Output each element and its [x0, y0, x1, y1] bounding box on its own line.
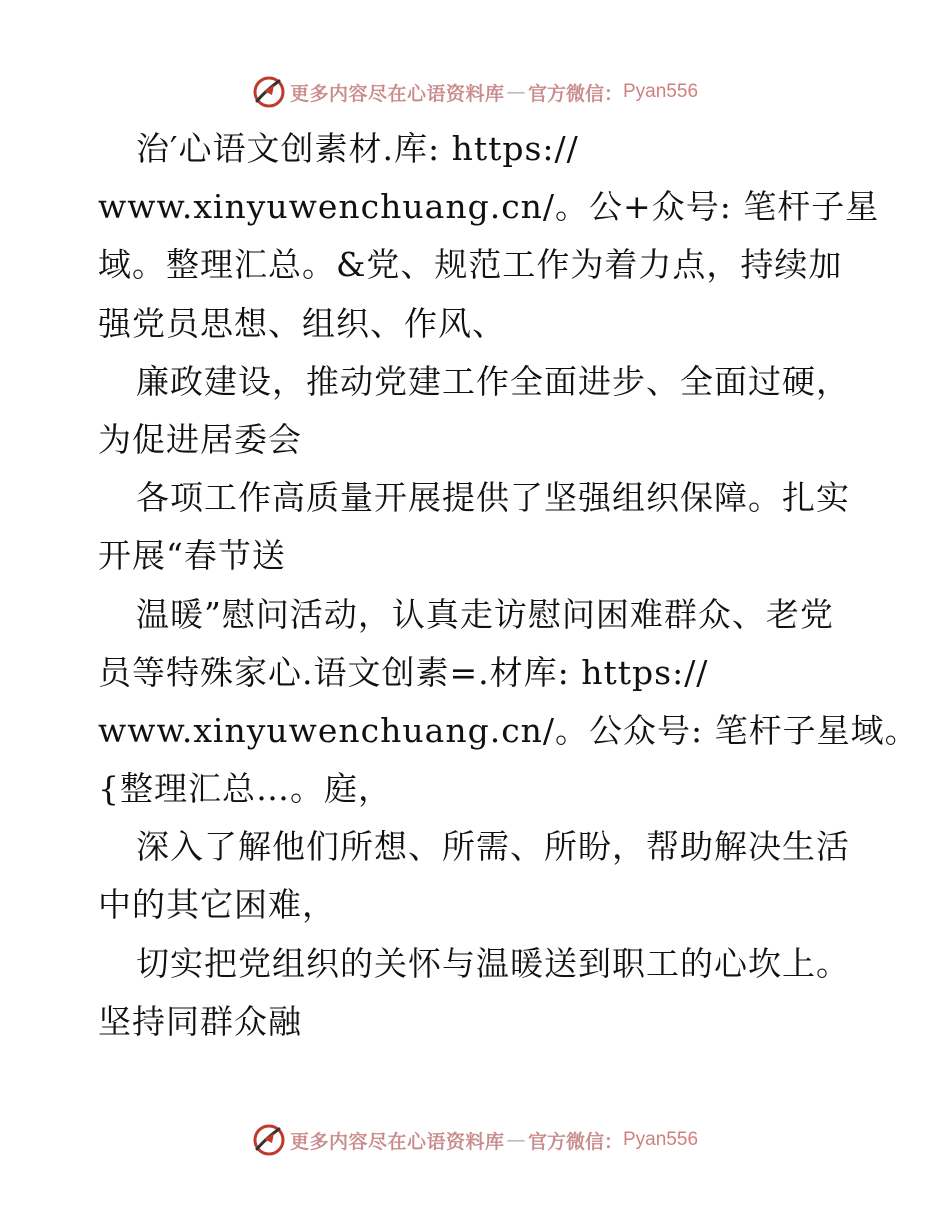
text-line: 治′心语文创素材.库: https:// — [136, 129, 579, 168]
text-line: {整理汇总…。庭， — [98, 769, 392, 809]
header-site-text: 更多内容尽在心语资料库 — [289, 82, 505, 105]
text-line: 员等特殊家心.语文创素=.材库: https:// — [98, 652, 709, 692]
pen-nib-logo-icon — [252, 75, 286, 109]
text-line: 坚持同群众融 — [98, 1001, 302, 1041]
text-line: www.xinyuwenchuang.cn/。公+众号: 笔杆子星 — [98, 187, 880, 227]
document-body — [98, 120, 919, 1051]
header-wechat-label: 官方微信： — [527, 82, 623, 105]
text-line: 廉政建设，推动党建工作全面进步、全面过硬， — [136, 361, 850, 401]
text-line: 切实把党组织的关怀与温暖送到职工的心坎上。 — [136, 943, 850, 983]
header-wechat-id: Pyan556 — [623, 81, 699, 102]
text-line: 温暖”慰问活动，认真走访慰问困难群众、老党 — [136, 594, 834, 634]
text-line: 强党员思想、组织、作风、 — [98, 303, 506, 343]
text-line: 中的其它困难， — [98, 885, 336, 925]
header-separator: — — [506, 81, 526, 103]
pen-nib-logo-icon — [252, 1123, 286, 1157]
text-line: 各项工作高质量开展提供了坚强组织保障。扎实 — [136, 478, 850, 518]
text-line: www.xinyuwenchuang.cn/。公众号: 笔杆子星域。 — [98, 710, 919, 750]
footer-wechat-id: Pyan556 — [623, 1129, 699, 1150]
footer-wechat-label: 官方微信： — [527, 1130, 623, 1153]
footer-separator: — — [506, 1129, 526, 1151]
footer-site-text: 更多内容尽在心语资料库 — [289, 1130, 505, 1153]
text-line: 域。整理汇总。&党、规范工作为着力点，持续加 — [98, 245, 843, 285]
text-line: 深入了解他们所想、所需、所盼，帮助解决生活 — [136, 827, 850, 867]
footer-banner — [0, 1120, 950, 1160]
text-line: 为促进居委会 — [98, 419, 302, 459]
header-banner — [0, 72, 950, 112]
text-line: 开展“春节送 — [98, 536, 286, 576]
